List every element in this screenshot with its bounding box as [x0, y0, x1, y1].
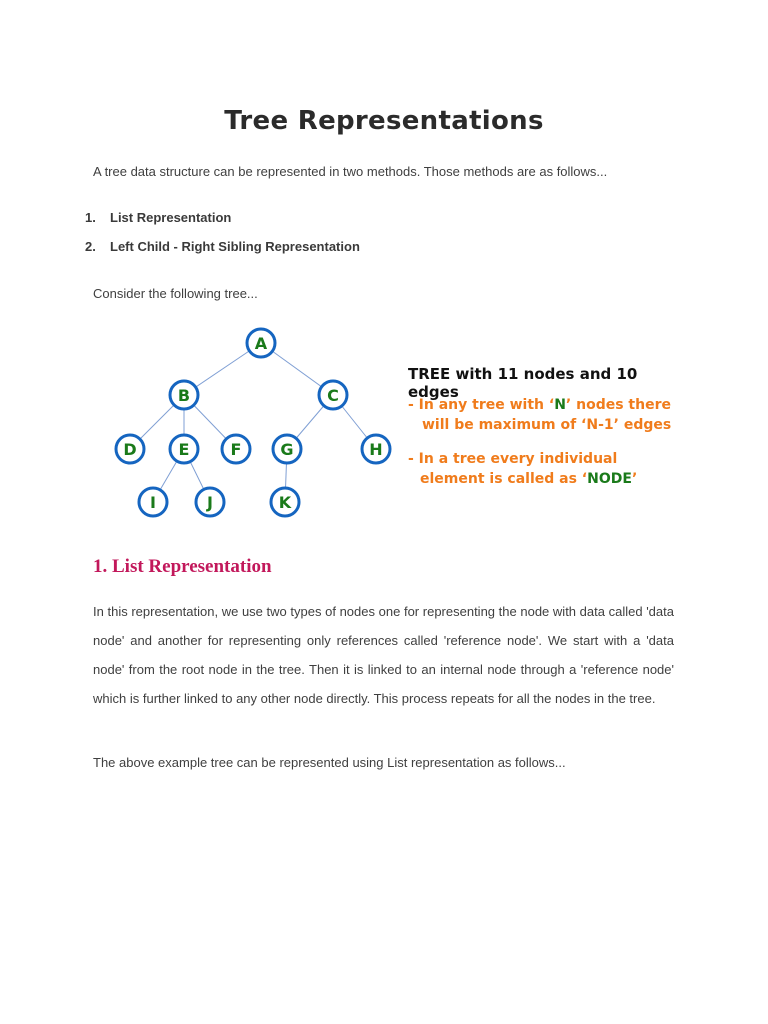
tree-node-label: H: [369, 440, 383, 459]
tree-figure: [100, 322, 680, 527]
list-item-label: List Representation: [110, 210, 232, 225]
rule-text: will be maximum of ‘: [422, 417, 587, 433]
tree-node-label: F: [230, 440, 242, 459]
tree-node-label: J: [207, 493, 213, 512]
figure-heading: TREE with 11 nodes and 10 edges: [408, 365, 638, 401]
tree-node-label: G: [280, 440, 294, 459]
rule-highlight: N: [554, 397, 566, 413]
tree-node-C: [319, 381, 347, 409]
tree-node-E: [170, 435, 198, 463]
section-heading: 1. List Representation: [93, 556, 272, 577]
rule-text: - In any tree with ‘: [408, 397, 555, 413]
rule-text: element is called as ‘: [420, 471, 588, 487]
figure-rule-node: [408, 449, 637, 489]
intro-text: A tree data structure can be represented in two methods. Those methods are as follows...: [93, 164, 608, 179]
tree-node-B: [170, 381, 198, 409]
list-item: [85, 208, 360, 237]
tree-node-label: B: [177, 386, 191, 405]
tree-node-H: [362, 435, 390, 463]
tree-node-D: [116, 435, 144, 463]
tree-node-label: E: [178, 440, 190, 459]
figure-rule-edges: [408, 395, 671, 435]
tree-node-label: D: [123, 440, 137, 459]
tree-node-label: K: [278, 493, 292, 512]
page-title: Tree Representations: [224, 106, 544, 136]
tree-node-label: C: [327, 386, 339, 405]
tree-node-label: I: [150, 493, 156, 512]
list-item-label: Left Child - Right Sibling Representation: [110, 239, 360, 254]
tree-node-F: [222, 435, 250, 463]
tree-node-label: A: [254, 334, 268, 353]
rule-text: N-1: [586, 417, 614, 433]
tree-node-K: [271, 488, 299, 516]
section-paragraph: In this representation, we use two types of nodes one for representing the node with data called 'data node' and another for representing only references called 'reference node'. We start with a 'data node' from the root node in the tree. Then it is linked to an internal node through a 'reference node' which is further linked to any other node directly. This process repeats for all the nodes in the tree.: [93, 604, 674, 706]
rule-text: - In a tree every individual: [408, 451, 618, 467]
methods-list: [85, 208, 360, 266]
tree-node-J: [196, 488, 224, 516]
list-number: 2.: [85, 239, 96, 254]
list-item: [85, 237, 360, 266]
section-paragraph-followup: The above example tree can be represented using List representation as follows...: [93, 755, 566, 770]
rule-text: ’ edges: [613, 417, 672, 433]
tree-node-I: [139, 488, 167, 516]
rule-text: ’ nodes there: [565, 397, 671, 413]
list-number: 1.: [85, 210, 96, 225]
rule-highlight: NODE: [587, 471, 632, 487]
tree-node-A: [247, 329, 275, 357]
tree-diagram: [100, 322, 400, 527]
tree-node-G: [273, 435, 301, 463]
consider-text: Consider the following tree...: [93, 286, 258, 301]
rule-text: ’: [631, 471, 638, 487]
